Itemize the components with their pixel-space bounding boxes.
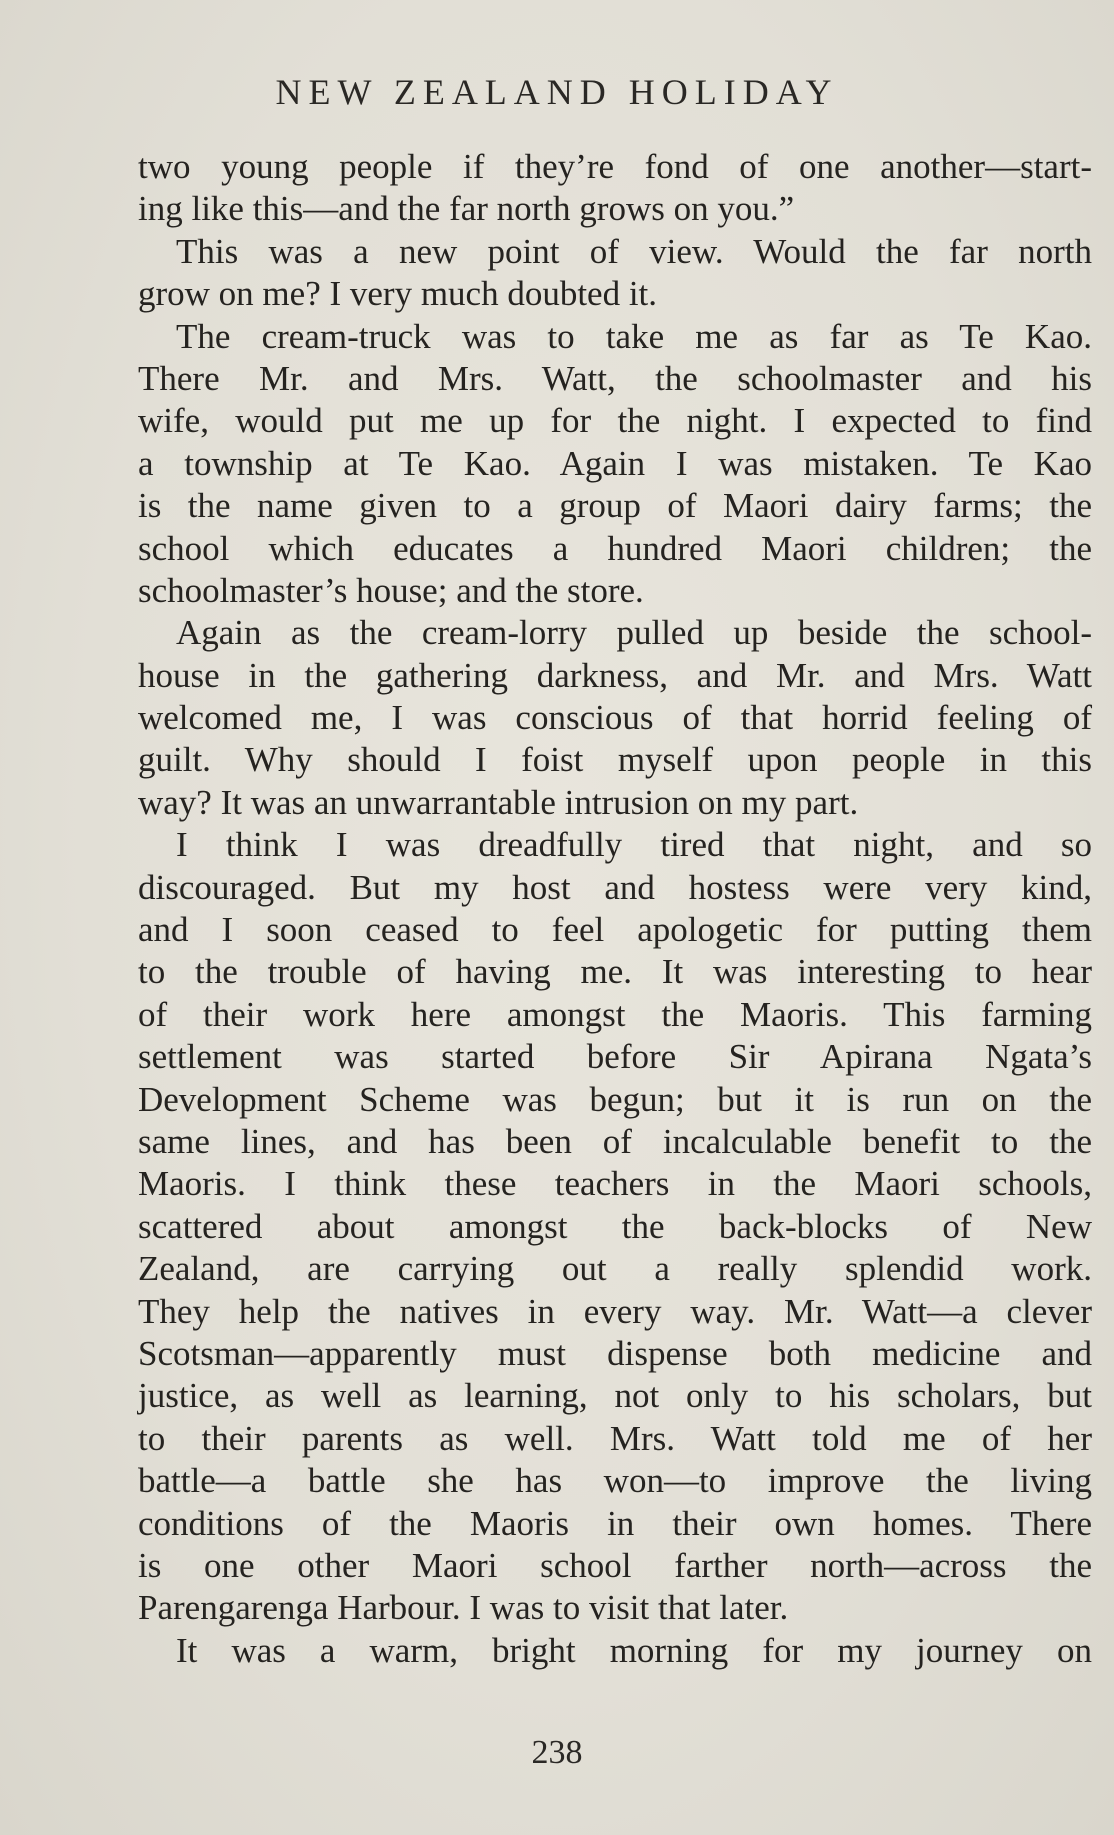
text-line: ing like this—and the far north grows on you.” xyxy=(138,189,795,229)
text-line: This was a new point of view. Would the far north xyxy=(176,231,1092,271)
text-line: welcomed me, I was conscious of that horrid feeling of xyxy=(138,698,1092,738)
text-line: settlement was started before Sir Apirana Ngata’s xyxy=(138,1037,1092,1077)
text-line: Parengarenga Harbour. I was to visit that later. xyxy=(138,1588,789,1628)
text-line: scattered about amongst the back-blocks of New xyxy=(138,1206,1092,1246)
text-line: grow on me? I very much doubted it. xyxy=(138,274,658,314)
text-line: same lines, and has been of incalculable benefit to the xyxy=(138,1121,1092,1161)
text-line: The cream-truck was to take me as far as Te Kao. xyxy=(176,316,1092,356)
running-head: NEW ZEALAND HOLIDAY xyxy=(275,72,839,112)
text-line: Development Scheme was begun; but it is run on the xyxy=(138,1079,1092,1119)
text-line: guilt. Why should I foist myself upon people in this xyxy=(138,740,1092,780)
text-line: and I soon ceased to feel apologetic for putting them xyxy=(138,910,1092,950)
text-line: school which educates a hundred Maori children; the xyxy=(138,528,1092,568)
page-number: 238 xyxy=(531,1734,583,1771)
text-line: of their work here amongst the Maoris. This farming xyxy=(138,994,1092,1034)
text-line: house in the gathering darkness, and Mr. and Mrs. Watt xyxy=(138,655,1092,695)
text-line: is the name given to a group of Maori dairy farms; the xyxy=(138,486,1092,526)
text-line: There Mr. and Mrs. Watt, the schoolmaster and his xyxy=(138,358,1092,398)
text-line: is one other Maori school farther north—across the xyxy=(138,1545,1092,1585)
body-text xyxy=(138,146,1092,1672)
text-line: a township at Te Kao. Again I was mistaken. Te Kao xyxy=(138,443,1092,483)
text-line: wife, would put me up for the night. I expected to find xyxy=(138,401,1092,441)
text-line: Scotsman—apparently must dispense both medicine and xyxy=(138,1333,1092,1373)
text-line: It was a warm, bright morning for my journey on xyxy=(176,1630,1092,1670)
text-line: two young people if they’re fond of one another—start- xyxy=(138,147,1092,186)
text-line: to their parents as well. Mrs. Watt told me of her xyxy=(138,1418,1092,1458)
text-line: Maoris. I think these teachers in the Maori schools, xyxy=(138,1164,1092,1204)
text-line: Again as the cream-lorry pulled up beside the school- xyxy=(176,613,1092,653)
text-line: justice, as well as learning, not only to his scholars, but xyxy=(138,1376,1092,1416)
text-line: I think I was dreadfully tired that night, and so xyxy=(176,825,1092,865)
text-line: Zealand, are carrying out a really splendid work. xyxy=(138,1249,1092,1289)
text-line: way? It was an unwarrantable intrusion on my part. xyxy=(138,782,859,822)
text-line: schoolmaster’s house; and the store. xyxy=(138,570,644,610)
text-line: discouraged. But my host and hostess were very kind, xyxy=(138,867,1092,907)
text-line: battle—a battle she has won—to improve the living xyxy=(138,1461,1092,1501)
text-line: to the trouble of having me. It was interesting to hear xyxy=(138,952,1092,992)
text-line: conditions of the Maoris in their own homes. There xyxy=(138,1503,1092,1543)
text-line: They help the natives in every way. Mr. Watt—a clever xyxy=(138,1291,1092,1331)
